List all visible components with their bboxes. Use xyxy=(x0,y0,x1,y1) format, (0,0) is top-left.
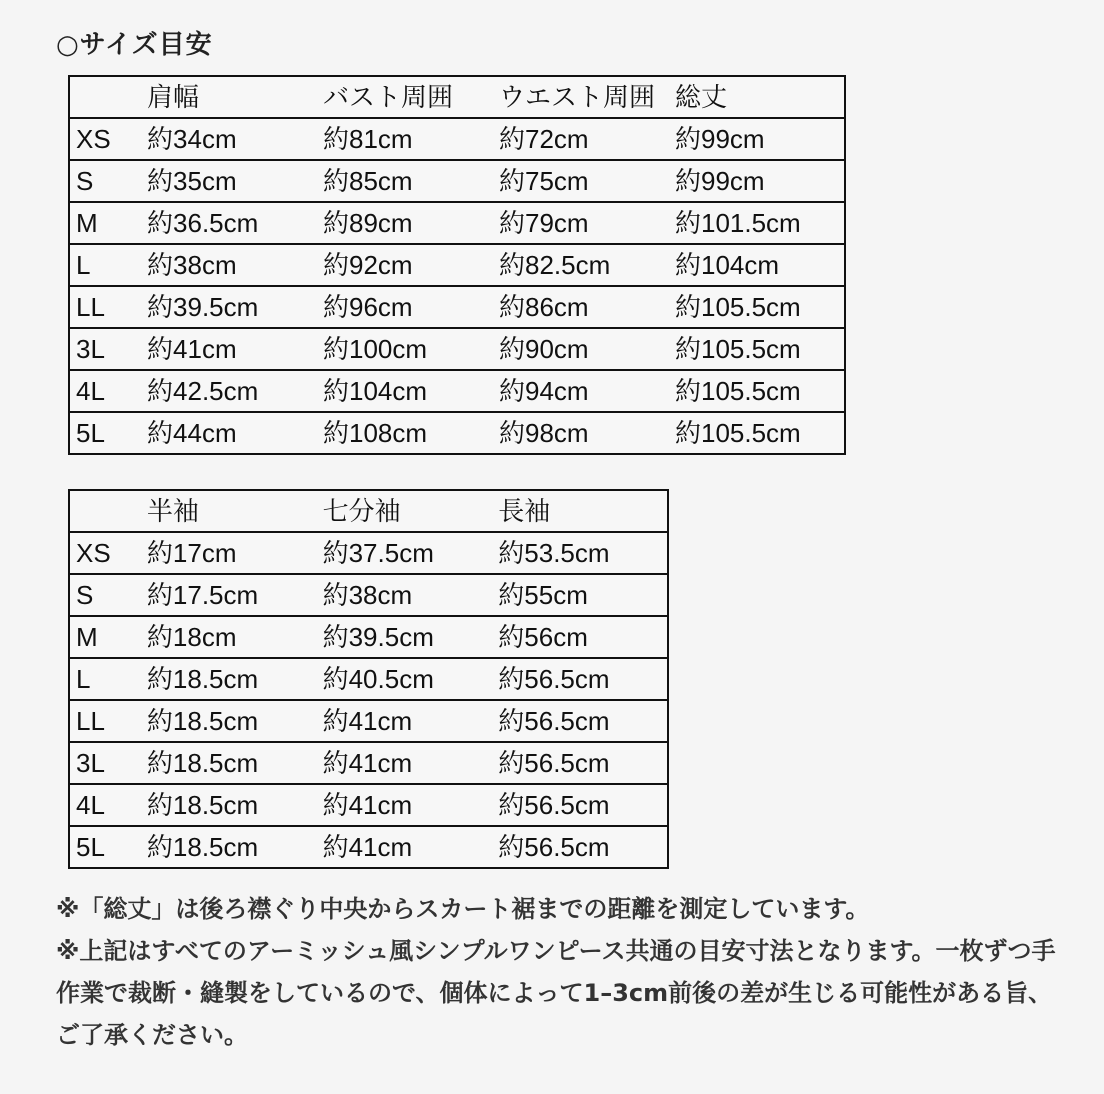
header-cell: 長袖 xyxy=(492,490,668,532)
table-row xyxy=(69,412,845,454)
table-row xyxy=(69,286,845,328)
table-row xyxy=(69,700,668,742)
table-row xyxy=(69,328,845,370)
size-label-cell: L xyxy=(69,244,141,286)
table-row xyxy=(69,742,668,784)
measurement-cell: 約41cm xyxy=(141,328,317,370)
measurement-cell: 約38cm xyxy=(141,244,317,286)
measurement-cell: 約81cm xyxy=(317,118,493,160)
measurement-cell: 約41cm xyxy=(317,700,493,742)
measurement-cell: 約34cm xyxy=(141,118,317,160)
measurement-cell: 約104cm xyxy=(317,370,493,412)
size-label-cell: LL xyxy=(69,286,141,328)
size-label-cell: 3L xyxy=(69,328,141,370)
table-row xyxy=(69,244,845,286)
size-label-cell: S xyxy=(69,574,141,616)
size-label-cell: S xyxy=(69,160,141,202)
measurement-cell: 約56cm xyxy=(492,616,668,658)
header-cell: バスト周囲 xyxy=(317,76,493,118)
measurement-cell: 約18.5cm xyxy=(141,658,317,700)
measurement-cell: 約56.5cm xyxy=(492,742,668,784)
size-label-cell: 4L xyxy=(69,784,141,826)
table-row xyxy=(69,370,845,412)
sleeve-length-table-body xyxy=(69,490,668,868)
table-row xyxy=(69,784,668,826)
note-total-length: ※「総丈」は後ろ襟ぐり中央からスカート裾までの距離を測定しています。 xyxy=(56,895,870,923)
measurement-cell: 約75cm xyxy=(493,160,669,202)
measurement-cell: 約44cm xyxy=(147,418,237,448)
measurement-cell: 約108cm xyxy=(323,418,428,448)
table-row xyxy=(69,202,845,244)
measurement-cell: 約86cm xyxy=(493,286,669,328)
measurement-cell: 約82.5cm xyxy=(493,244,669,286)
size-label-cell: 5L xyxy=(76,832,105,862)
size-label-cell: M xyxy=(69,616,141,658)
measurement-cell: 約89cm xyxy=(317,202,493,244)
measurement-cell: 約92cm xyxy=(317,244,493,286)
measurement-cell: 約17cm xyxy=(141,532,317,574)
header-cell xyxy=(69,490,141,532)
measurement-cell: 約18cm xyxy=(141,616,317,658)
size-label-cell: M xyxy=(69,202,141,244)
measurement-cell: 約56.5cm xyxy=(492,784,668,826)
measurement-cell: 約98cm xyxy=(499,418,589,448)
measurement-cell: 約35cm xyxy=(141,160,317,202)
measurement-cell: 約105.5cm xyxy=(674,418,801,448)
measurement-cell: 約99cm xyxy=(669,160,845,202)
measurement-cell: 約105.5cm xyxy=(669,328,845,370)
measurement-cell: 約18.5cm xyxy=(146,832,259,862)
measurement-cell: 約85cm xyxy=(317,160,493,202)
measurement-cell: 約104cm xyxy=(669,244,845,286)
measurement-cell: 約101.5cm xyxy=(669,202,845,244)
note-disclaimer: ※上記はすべてのアーミッシュ風シンプルワンピース共通の目安寸法となります。一枚ずつ手作業で裁断・縫製をしているので、個体によって1–3cm前後の差が生じる可能性がある旨、ご了承ください。 xyxy=(56,937,1056,1049)
measurement-cell: 約36.5cm xyxy=(141,202,317,244)
table-row xyxy=(69,160,845,202)
size-label-cell: 4L xyxy=(69,370,141,412)
measurement-cell: 約40.5cm xyxy=(317,658,493,700)
header-cell: ウエスト周囲 xyxy=(493,76,669,118)
measurement-cell: 約18.5cm xyxy=(141,784,317,826)
measurement-cell: 約100cm xyxy=(317,328,493,370)
table-row xyxy=(69,616,668,658)
table-row xyxy=(69,658,668,700)
measurement-cell: 約37.5cm xyxy=(317,532,493,574)
table-header-row xyxy=(69,490,668,532)
measurement-cell: 約55cm xyxy=(492,574,668,616)
measurement-cell: 約56.5cm xyxy=(498,832,610,862)
measurement-cell: 約56.5cm xyxy=(492,658,668,700)
measurement-cell: 約53.5cm xyxy=(492,532,668,574)
header-cell xyxy=(69,76,141,118)
header-cell: 七分袖 xyxy=(317,490,493,532)
measurement-cell: 約41cm xyxy=(317,742,493,784)
measurement-cell: 約56.5cm xyxy=(492,700,668,742)
measurement-cell: 約39.5cm xyxy=(317,616,493,658)
measurement-cell: 約90cm xyxy=(493,328,669,370)
size-label-cell: XS xyxy=(69,118,141,160)
body-size-table-body xyxy=(69,76,845,454)
measurement-cell: 約17.5cm xyxy=(141,574,317,616)
measurement-cell: 約79cm xyxy=(493,202,669,244)
size-label-cell: 3L xyxy=(69,742,141,784)
measurement-cell: 約96cm xyxy=(317,286,493,328)
size-label-cell: XS xyxy=(69,532,141,574)
measurement-cell: 約18.5cm xyxy=(141,742,317,784)
measurement-cell: 約38cm xyxy=(317,574,493,616)
measurement-cell: 約94cm xyxy=(493,370,669,412)
table-header-row xyxy=(69,76,845,118)
measurement-cell: 約41cm xyxy=(322,832,413,862)
header-cell: 半袖 xyxy=(141,490,317,532)
size-label-cell: LL xyxy=(69,700,141,742)
measurement-cell: 約41cm xyxy=(317,784,493,826)
size-label-cell: 5L xyxy=(76,418,105,448)
body-size-table xyxy=(68,75,846,455)
sleeve-length-table xyxy=(68,489,669,869)
measurement-cell: 約105.5cm xyxy=(669,370,845,412)
measurement-cell: 約18.5cm xyxy=(141,700,317,742)
table-row xyxy=(69,574,668,616)
page-title: ○サイズ目安 xyxy=(56,30,213,60)
table-row xyxy=(69,826,668,868)
measurement-cell: 約99cm xyxy=(669,118,845,160)
measurement-cell: 約39.5cm xyxy=(141,286,317,328)
measurement-cell: 約105.5cm xyxy=(669,286,845,328)
header-cell: 肩幅 xyxy=(141,76,317,118)
table-row xyxy=(69,532,668,574)
measurement-cell: 約72cm xyxy=(493,118,669,160)
notes-section xyxy=(56,888,1066,1056)
size-label-cell: L xyxy=(69,658,141,700)
header-cell: 総丈 xyxy=(669,76,845,118)
table-row xyxy=(69,118,845,160)
measurement-cell: 約42.5cm xyxy=(141,370,317,412)
